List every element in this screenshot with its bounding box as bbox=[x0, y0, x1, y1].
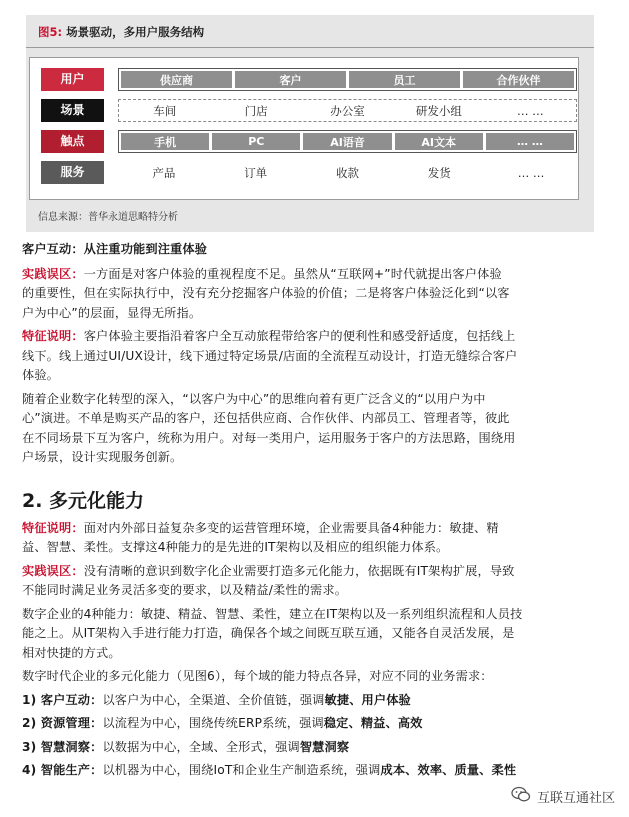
row-cells-services bbox=[118, 161, 577, 184]
cell: 门店 bbox=[244, 103, 268, 118]
paragraph-feature-description: 特征说明：客户体验主要指沿着客户全互动旅程带给客户的便利性和感受舒适度，包括线上 线下。线上通过UI/UX设计，线下通过特定场景/店面的全流程互动设计，打造无缝综合客户 体验。 bbox=[22, 329, 518, 382]
label-practice-pitfall: 实践误区： bbox=[22, 266, 84, 281]
label-feature-description: 特征说明： bbox=[22, 520, 84, 535]
cell: 手机 bbox=[121, 133, 209, 150]
cell: … … bbox=[486, 133, 574, 150]
cell: 订单 bbox=[244, 165, 268, 180]
label-feature-description: 特征说明： bbox=[22, 329, 84, 343]
paragraph-feature-description: 特征说明：面对内外部日益复杂多变的运营管理环境，企业需要具备4种能力：敏捷、精 益、智慧、柔性。支撑这4种能力的是先进的IT架构以及相应的组织能力体系。 bbox=[22, 520, 499, 554]
paragraph-user-centric: 随着企业数字化转型的深入，“以客户为中心”的思维向着有更广泛含义的“以用户为中 心”演进。不单是购买产品的客户，还包括供应商、合作伙伴、内部员工、管理者等，彼此 在不同场景下互为客户，统称为用户。对每一类用户，运用服务于客户的方法思路，围绕用 户场景，设计实现服务创新。 bbox=[22, 391, 516, 464]
row-cells-scenes bbox=[118, 99, 577, 122]
paragraph-four-capabilities: 数字企业的4种能力：敏捷、精益、智慧、柔性，建立在IT架构以及一系列组织流程和人员技 能之上。从IT架构入手进行能力打造，确保各个域之间既互联互通，又能各自灵活发展，是 相对快捷的方式。 bbox=[22, 606, 523, 660]
figure-source: 信息来源：普华永道思略特分析 bbox=[38, 212, 178, 223]
section-title: 2. 多元化能力 bbox=[22, 489, 145, 512]
cell: 客户 bbox=[235, 71, 346, 88]
watermark bbox=[511, 786, 615, 807]
figure-title: 图5: 场景驱动，多用户服务结构 bbox=[38, 25, 205, 39]
row-label-users: 用户 bbox=[41, 68, 104, 91]
paragraph-practice-pitfall: 实践误区：一方面是对客户体验的重视程度不足。虽然从“互联网+”时代就提出客户体验 的重要性，但在实际执行中，没有充分挖掘客户体验的价值；二是将客户体验泛化到“以客 户为中心”的层面，显得无所指。 bbox=[22, 266, 510, 320]
paragraph-practice-pitfall: 实践误区：没有清晰的意识到数字化企业需要打造多元化能力，依据既有IT架构扩展，导致 不能同时满足业务灵活多变的要求，以及精益/柔性的需求。 bbox=[22, 563, 515, 597]
row-cells-users bbox=[118, 68, 577, 91]
cell: PC bbox=[212, 133, 300, 150]
figure-divider bbox=[26, 47, 594, 48]
cell: 办公室 bbox=[330, 103, 365, 118]
list-item: 1) 客户互动：以客户为中心，全渠道、全价值链，强调敏捷、用户体验 bbox=[22, 692, 411, 707]
list-item: 2) 资源管理：以流程为中心，围绕传统ERP系统，强调稳定、精益、高效 bbox=[22, 716, 423, 730]
article-body bbox=[22, 240, 608, 781]
cell: 员工 bbox=[349, 71, 460, 88]
cell: … … bbox=[517, 165, 545, 180]
cell: 车间 bbox=[153, 103, 177, 118]
cell: 供应商 bbox=[121, 71, 232, 88]
figure-panel bbox=[29, 57, 579, 200]
paragraph-diversified-capabilities: 数字时代企业的多元化能力（见图6），每个域的能力特点各异，对应不同的业务需求： bbox=[22, 669, 493, 683]
section-heading: 客户互动：从注重功能到注重体验 bbox=[22, 242, 208, 256]
watermark-text: 互联互通社区 bbox=[536, 791, 615, 806]
figure-5 bbox=[26, 15, 594, 232]
row-label-scenes: 场景 bbox=[41, 99, 104, 122]
list-item: 3) 智慧洞察：以数据为中心，全域、全形式，强调智慧洞察 bbox=[22, 739, 350, 754]
cell: 产品 bbox=[152, 165, 176, 180]
cell: 发货 bbox=[427, 165, 451, 180]
cell: … … bbox=[517, 103, 544, 118]
row-label-touchpoints: 触点 bbox=[41, 130, 104, 153]
list-item: 4) 智能生产：以机器为中心，围绕IoT和企业生产制造系统，强调成本、效率、质量、柔性 bbox=[22, 763, 517, 777]
cell: AI语音 bbox=[303, 133, 391, 150]
cell: 合作伙伴 bbox=[463, 71, 574, 88]
wechat-icon bbox=[511, 786, 531, 807]
cell: 收款 bbox=[335, 165, 359, 180]
row-cells-touchpoints bbox=[118, 130, 577, 153]
cell: AI文本 bbox=[395, 133, 483, 150]
row-label-services: 服务 bbox=[41, 161, 104, 184]
cell: 研发小组 bbox=[415, 103, 462, 118]
label-practice-pitfall: 实践误区： bbox=[22, 563, 84, 578]
